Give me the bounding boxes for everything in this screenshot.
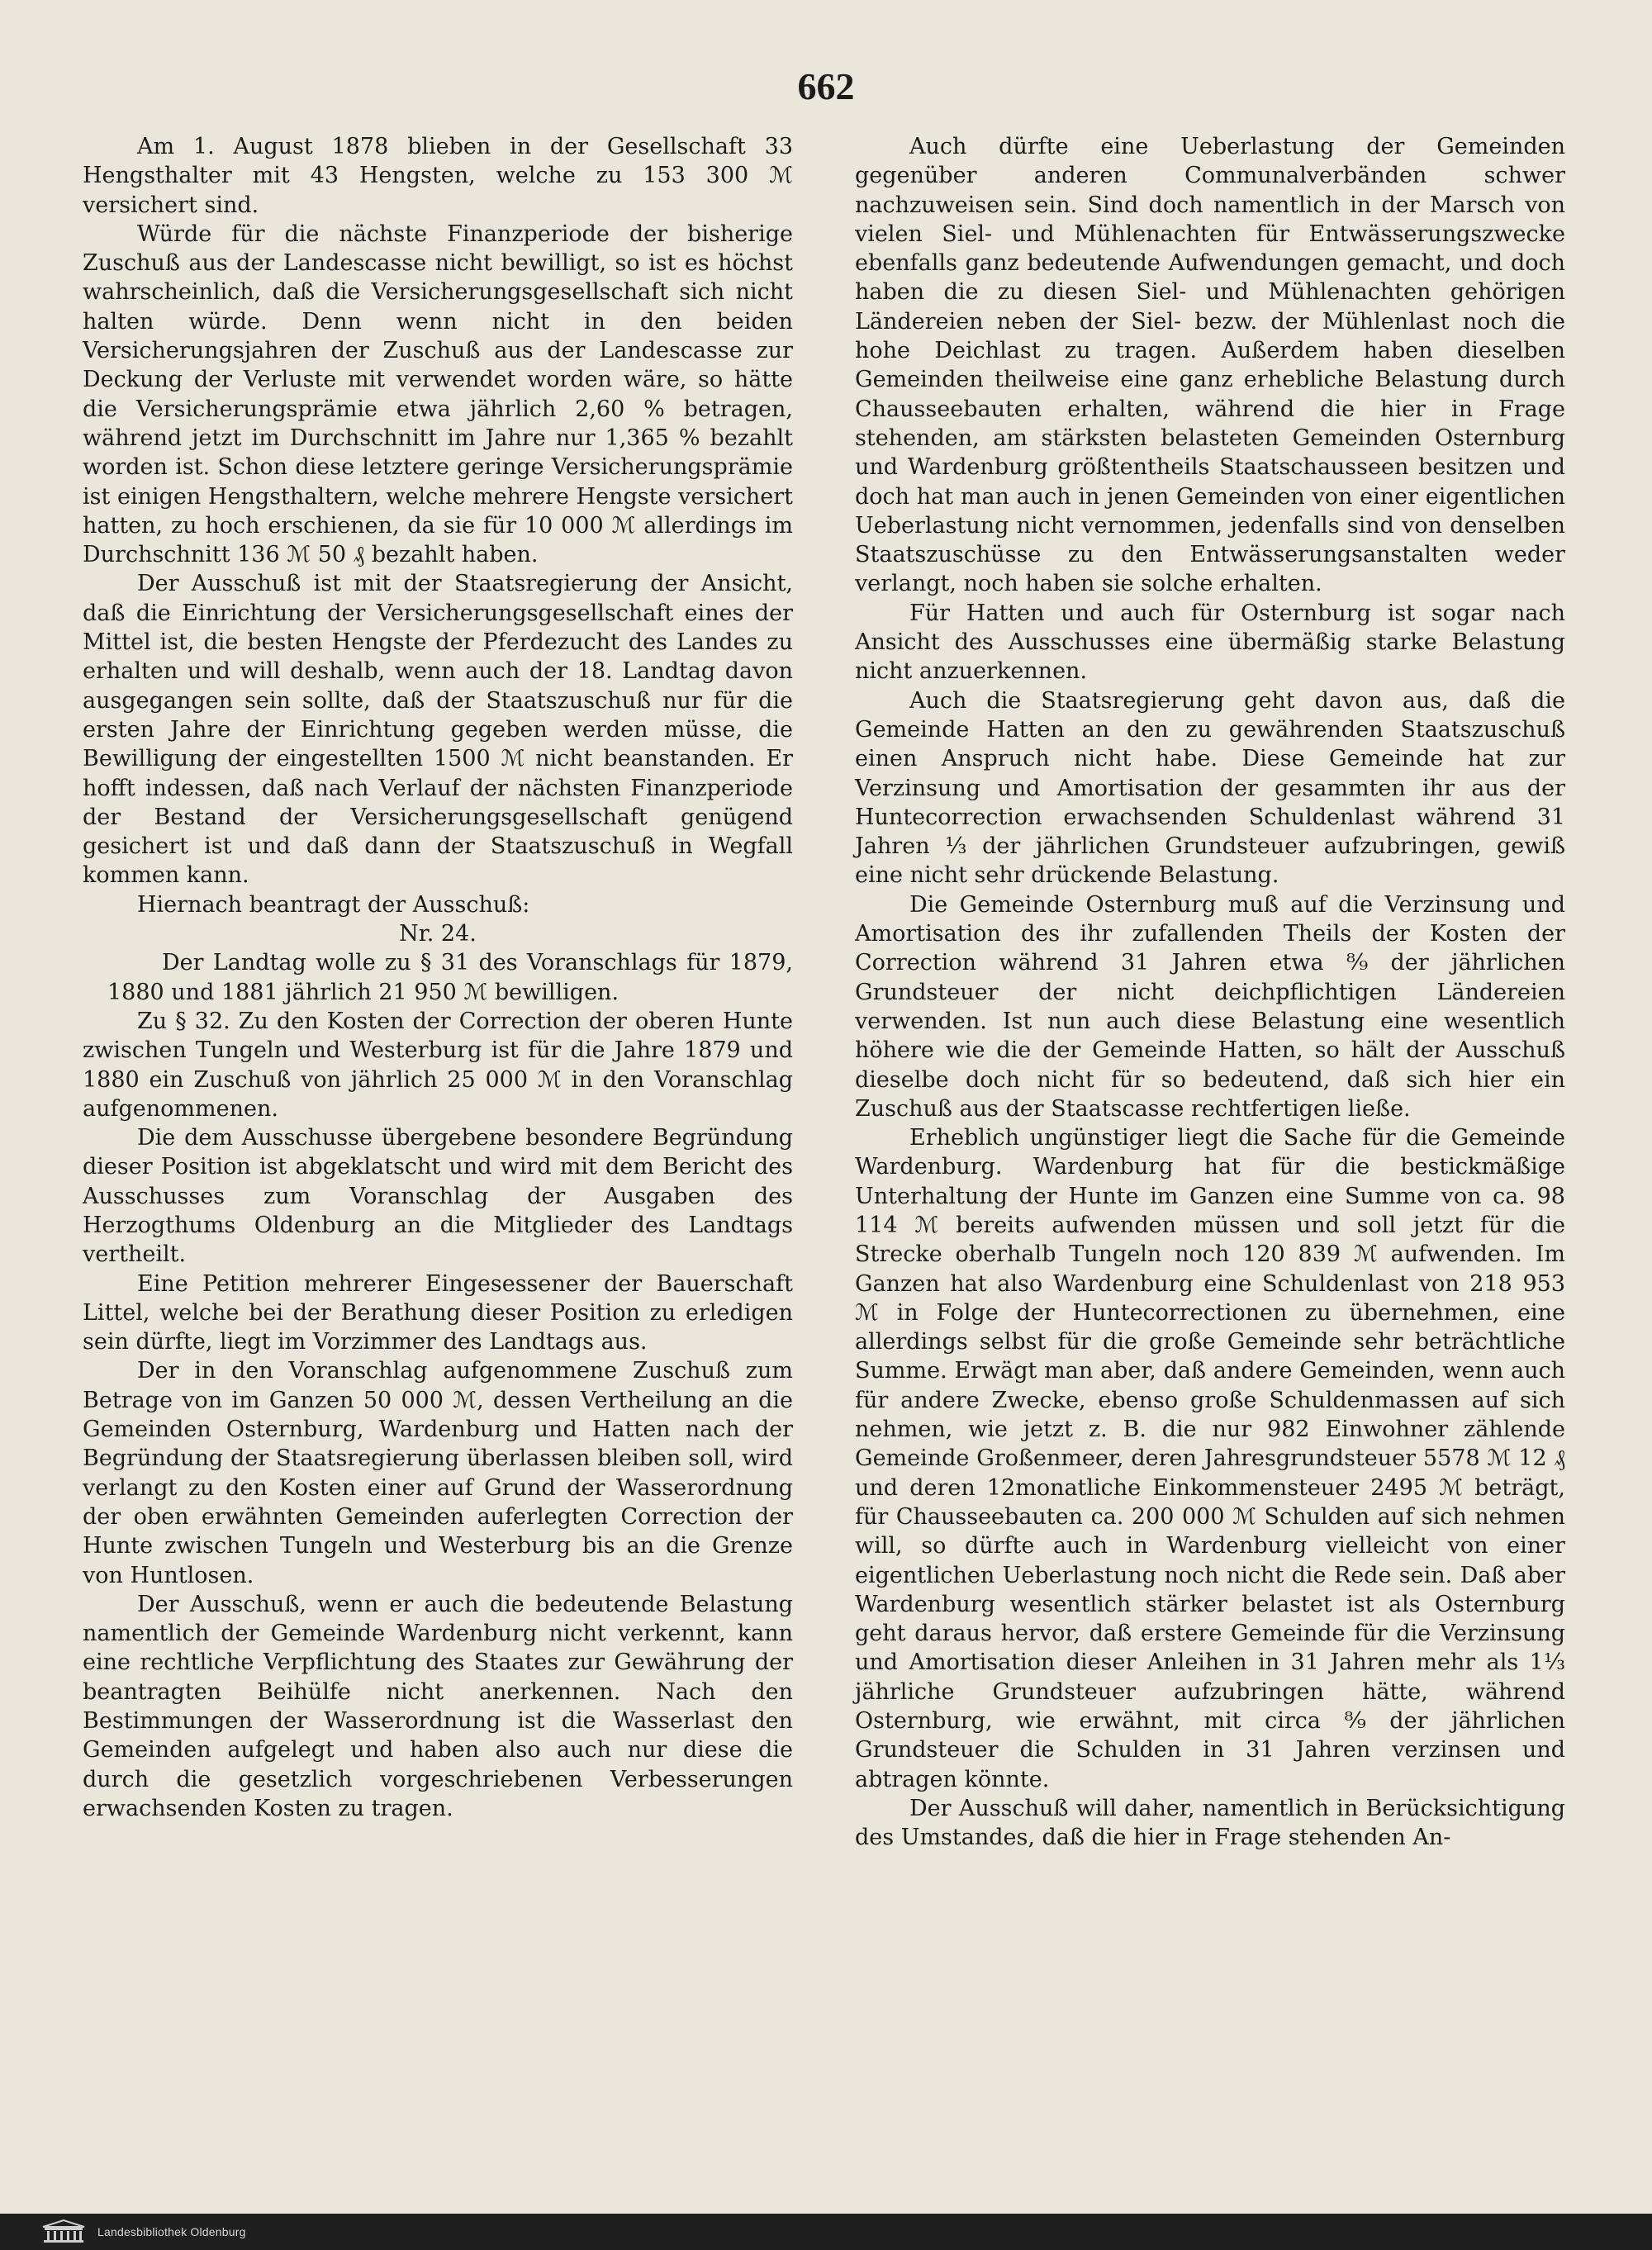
right-column (855, 132, 1565, 1853)
motion-text: Der Landtag wolle zu § 31 des Voranschlags für 1879, 1880 und 1881 jährlich 21 950 ℳ bewilligen. (107, 950, 793, 1005)
paragraph: Eine Petition mehrerer Eingesessener der Bauerschaft Littel, welche bei der Berathung dieser Position zu erledigen sein dürfte, liegt im Vorzimmer des Landtags aus. (83, 1270, 793, 1355)
paragraph: Am 1. August 1878 blieben in der Gesellschaft 33 Hengsthalter mit 43 Hengsten, welche zu 153 300 ℳ versichert sind. (83, 134, 793, 218)
paragraph: Der Ausschuß, wenn er auch die bedeutende Belastung namentlich der Gemeinde Wardenburg nicht verkennt, kann eine rechtliche Verpflichtung des Staates zur Gewährung der beantragten Beihülfe nicht anerkennen. Nach den Bestimmungen der Wasserordnung ist die Wasserlast den Gemeinden aufgelegt und haben also auch nur diese die durch die gesetzlich vorgeschriebenen Verbesserungen erwachsenden Kosten zu tragen. (83, 1591, 793, 1821)
paragraph: Hiernach beantragt der Ausschuß: (137, 891, 530, 918)
library-name: Landesbibliothek Oldenburg (97, 2225, 246, 2238)
paragraph: Auch die Staatsregierung geht davon aus, daß die Gemeinde Hatten an den zu gewährenden Staatszuschuß einen Anspruch nicht habe. Diese Gemeinde hat zur Verzinsung und Amortisation der gesammten ihr aus der Huntecorrection erwachsenden Schuldenlast während 31 Jahren ⅓ der jährlichen Grundsteuer aufzubringen, gewiß eine nicht sehr drückende Belastung. (855, 687, 1565, 889)
library-building-icon (41, 2219, 86, 2246)
page-number: 662 (797, 65, 855, 107)
paragraph: Auch dürfte eine Ueberlastung der Gemeinden gegenüber anderen Communalverbänden schwer nachzuweisen sein. Sind doch namentlich in der Marsch von vielen Siel- und Mühlenachten für Entwässerungszwecke ebenfalls ganz bedeutende Aufwendungen gemacht, und doch haben die zu diesen Siel- und Mühlenachten gehörigen Ländereien neben der Siel- bezw. der Mühlenlast noch die hohe Deichlast zu tragen. Außerdem haben dieselben Gemeinden theilweise eine ganz erhebliche Belastung durch Chausseebauten erhalten, während die hier in Frage stehenden, am stärksten belasteten Gemeinden Osternburg und Wardenburg größtentheils Staatschausseen besitzen und doch hat man auch in jenen Gemeinden von einer eigentlichen Ueberlastung nicht vernommen, jedenfalls sind von denselben Staatszuschüsse zu den Entwässerungsanstalten weder verlangt, noch haben sie solche erhalten. (855, 134, 1565, 597)
paragraph: Für Hatten und auch für Osternburg ist sogar nach Ansicht des Ausschusses eine übermäßig starke Belastung nicht anzuerkennen. (855, 600, 1565, 685)
paragraph: Der Ausschuß ist mit der Staatsregierung der Ansicht, daß die Einrichtung der Versicherungsgesellschaft eines der Mittel ist, die besten Hengste der Pferdezucht des Landes zu erhalten und will deshalb, wenn auch der 18. Landtag davon ausgegangen sein sollte, daß der Staatszuschuß nur für die ersten Jahre der Einrichtung gegeben werden müsse, die Bewilligung der eingestellten 1500 ℳ nicht beanstanden. Er hofft indessen, daß nach Verlauf der nächsten Finanzperiode der Bestand der Versicherungsgesellschaft genügend gesichert ist und daß dann der Staatszuschuß in Wegfall kommen kann. (83, 571, 793, 889)
paragraph: Die Gemeinde Osternburg muß auf die Verzinsung und Amortisation des ihr zufallenden Theils der Kosten der Correction während 31 Jahren etwa ⁸⁄₉ der jährlichen Grundsteuer der nicht deichpflichtigen Ländereien verwenden. Ist nun auch diese Belastung eine wesentlich höhere wie die der Gemeinde Hatten, so hält der Ausschuß dieselbe doch nicht für so bedeutend, daß sich hier ein Zuschuß aus der Staatscasse rechtfertigen ließe. (855, 891, 1565, 1122)
library-footer-bar (0, 2214, 1652, 2250)
paragraph: Würde für die nächste Finanzperiode der bisherige Zuschuß aus der Landescasse nicht bewilligt, so ist es höchst wahrscheinlich, daß die Versicherungsgesellschaft sich nicht halten würde. Denn wenn nicht in den beiden Versicherungsjahren der Zuschuß aus der Landescasse zur Deckung der Verluste mit verwendet worden wäre, so hätte die Versicherungsprämie etwa jährlich 2,60 % betragen, während jetzt im Durchschnitt im Jahre nur 1,365 % bezahlt worden ist. Schon diese letztere geringe Versicherungsprämie ist einigen Hengsthaltern, welche mehrere Hengste versichert hatten, zu hoch erschienen, da sie für 10 000 ℳ allerdings im Durchschnitt 136 ℳ 50 ₰ bezahlt haben. (83, 221, 793, 568)
paragraph: Der in den Voranschlag aufgenommene Zuschuß zum Betrage von im Ganzen 50 000 ℳ, dessen Vertheilung an die Gemeinden Osternburg, Wardenburg und Hatten nach der Begründung der Staatsregierung überlassen bleiben soll, wird verlangt zu den Kosten einer auf Grund der Wasserordnung der oben erwähnten Gemeinden auferlegten Correction der Hunte zwischen Tungeln und Westerburg bis an die Grenze von Huntlosen. (83, 1358, 793, 1588)
paragraph: Der Ausschuß will daher, namentlich in Berücksichtigung des Umstandes, daß die hier in Frage stehenden An- (855, 1795, 1565, 1851)
motion-number: Nr. 24. (399, 921, 477, 947)
paragraph: Zu § 32. Zu den Kosten der Correction der oberen Hunte zwischen Tungeln und Westerburg ist für die Jahre 1879 und 1880 ein Zuschuß von jährlich 25 000 ℳ in den Voranschlag aufgenommenen. (83, 1008, 793, 1122)
paragraph: Die dem Ausschusse übergebene besondere Begründung dieser Position ist abgeklatscht und wird mit dem Bericht des Ausschusses zum Voranschlag der Ausgaben des Herzogthums Oldenburg an die Mitglieder des Landtags vertheilt. (83, 1125, 793, 1268)
left-column (83, 132, 793, 1823)
paragraph: Erheblich ungünstiger liegt die Sache für die Gemeinde Wardenburg. Wardenburg hat für die bestickmäßige Unterhaltung der Hunte im Ganzen eine Summe von ca. 98 114 ℳ bereits aufwenden müssen und soll jetzt für die Strecke oberhalb Tungeln noch 120 839 ℳ aufwenden. Im Ganzen hat also Wardenburg eine Schuldenlast von 218 953 ℳ in Folge der Huntecorrectionen zu übernehmen, eine allerdings selbst für die große Gemeinde sehr beträchtliche Summe. Erwägt man aber, daß andere Gemeinden, wenn auch für andere Zwecke, ebenso große Schuldenmassen auf sich nehmen, wie jetzt z. B. die nur 982 Einwohner zählende Gemeinde Großenmeer, deren Jahresgrundsteuer 5578 ℳ 12 ₰ und deren 12monatliche Einkommensteuer 2495 ℳ beträgt, für Chausseebauten ca. 200 000 ℳ Schulden auf sich nehmen will, so dürfte auch in Wardenburg vielleicht von einer eigentlichen Ueberlastung noch nicht die Rede sein. Daß aber Wardenburg wesentlich stärker belastet ist als Osternburg geht daraus hervor, daß erstere Gemeinde für die Verzinsung und Amortisation dieser Anleihen in 31 Jahren mehr als 1⅓ jährliche Grundsteuer aufzubringen hätte, während Osternburg, wie erwähnt, mit circa ⁸⁄₉ der jährlichen Grundsteuer die Schulden in 31 Jahren verzinsen und abtragen könnte. (855, 1125, 1565, 1792)
